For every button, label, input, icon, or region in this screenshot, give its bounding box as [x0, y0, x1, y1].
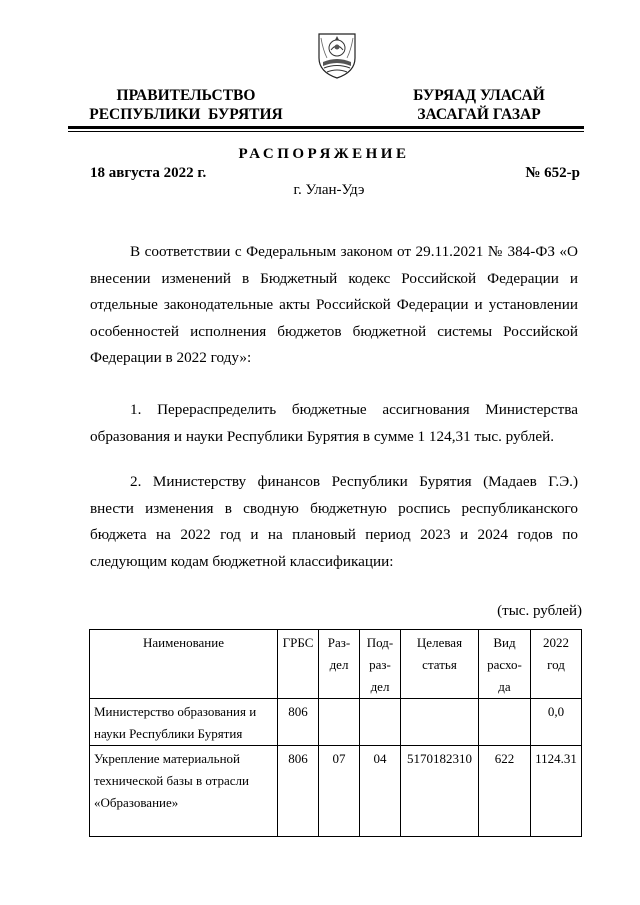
issuer-buryat-line-1: БУРЯАД УЛАСАЙ: [413, 87, 545, 104]
cell-name: Укрепление материальной технической базы в отрасли «Образование»: [90, 746, 278, 837]
issuer-russian: [86, 86, 286, 124]
header-vid: Вид расхо- да: [479, 630, 531, 699]
cell-amount: 1124.31: [531, 746, 582, 837]
document-number: № 652-р: [525, 165, 580, 181]
issuer-line-1: ПРАВИТЕЛЬСТВО: [116, 87, 256, 104]
cell-razdel: [319, 699, 360, 746]
item-1-paragraph: [90, 397, 578, 450]
header-divider-thin: [68, 131, 584, 132]
header-year: 2022 год: [531, 630, 582, 699]
table-row: [90, 746, 582, 837]
cell-podrazdel: [360, 699, 401, 746]
cell-amount: 0,0: [531, 699, 582, 746]
cell-grbs: 806: [278, 746, 319, 837]
cell-vid: [479, 699, 531, 746]
cell-podrazdel: 04: [360, 746, 401, 837]
header-name: Наименование: [90, 630, 278, 699]
cell-grbs: 806: [278, 699, 319, 746]
header-razdel: Раз- дел: [319, 630, 360, 699]
document-date: 18 августа 2022 г.: [90, 165, 207, 181]
cell-vid: 622: [479, 746, 531, 837]
item-2-paragraph: [90, 469, 578, 575]
cell-razdel: 07: [319, 746, 360, 837]
document-city: г. Улан-Удэ: [293, 182, 365, 198]
cell-target: [401, 699, 479, 746]
header-divider-thick: [68, 126, 584, 129]
header-target: Целевая статья: [401, 630, 479, 699]
budget-table: [89, 629, 582, 837]
preamble-paragraph: [90, 239, 578, 372]
table-header-row: [90, 630, 582, 699]
table-units: (тыс. рублей): [497, 603, 582, 619]
cell-target: 5170182310: [401, 746, 479, 837]
issuer-line-2: РЕСПУБЛИКИ БУРЯТИЯ: [89, 106, 283, 123]
document-title: РАСПОРЯЖЕНИЕ: [238, 146, 410, 162]
item-2-text: 2. Министерству финансов Республики Бурятия (Мадаев Г.Э.) внести изменения в сводную бюджетную роспись республиканского бюджета на 2022 год и на плановый период 2023 и 2024 годов по следующим кодам бюджетной классификации:: [90, 473, 578, 570]
header-podrazdel: Под- раз- дел: [360, 630, 401, 699]
header-grbs: ГРБС: [278, 630, 319, 699]
issuer-buryat-line-2: ЗАСАГАЙ ГАЗАР: [417, 106, 541, 123]
cell-name: Министерство образования и науки Республики Бурятия: [90, 699, 278, 746]
item-1-text: 1. Перераспределить бюджетные ассигнования Министерства образования и науки Республики Бурятия в сумме 1 124,31 тыс. рублей.: [90, 401, 578, 445]
issuer-buryat: [398, 86, 560, 124]
coat-of-arms-emblem: [315, 28, 359, 80]
preamble-text: В соответствии с Федеральным законом от 29.11.2021 № 384-ФЗ «О внесении изменений в Бюджетный кодекс Российской Федерации и отдельные законодательные акты Российской Федерации и установлении особенностей исполнения бюджетов бюджетной системы Российской Федерации в 2022 году»:: [90, 243, 578, 366]
table-row: [90, 699, 582, 746]
